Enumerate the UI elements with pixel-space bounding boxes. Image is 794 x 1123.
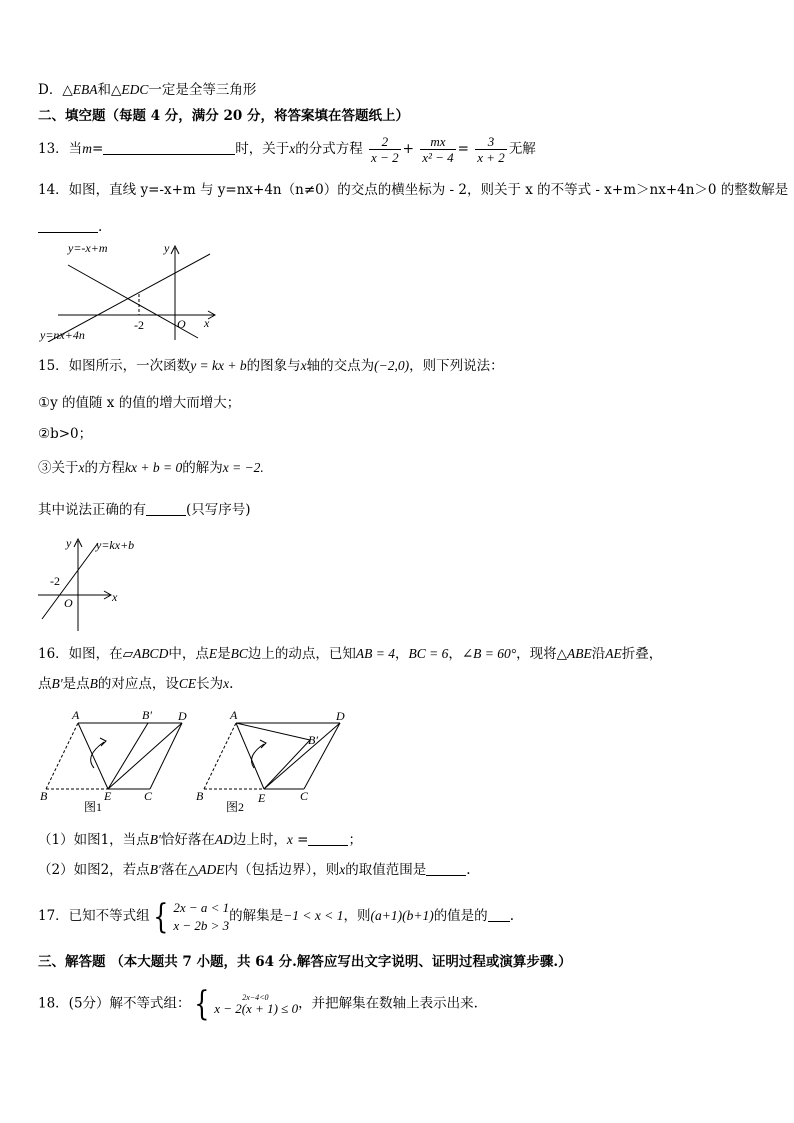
fig1-caption: 图1 bbox=[84, 800, 103, 814]
fig1-label-a: A bbox=[72, 708, 80, 722]
fig2-label-e: E bbox=[258, 791, 266, 805]
fig1-line-ed bbox=[108, 723, 182, 789]
inequality-system: { 2x−4<0 x − 2(x + 1) ≤ 0 bbox=[193, 984, 299, 1024]
label-origin: O bbox=[177, 317, 186, 331]
q15-statement-3: ③关于x的方程kx + b = 0的解为x = −2. bbox=[38, 460, 264, 476]
fig2-line-ed bbox=[264, 723, 340, 789]
q15-statement-2: ②b>0； bbox=[38, 426, 93, 442]
answer-blank[interactable] bbox=[308, 831, 348, 846]
question-13: 13．当m= 时，关于x的分式方程 $\frac{2}{x - 2}$ + $\frac{mx}{\text{x² − 4}}$ = $\frac{3}{x + 2}$ 无解 bbox=[38, 134, 536, 165]
fig2-label-d: D bbox=[336, 709, 345, 723]
label-line2: y=nx+4n bbox=[40, 328, 85, 342]
inequality-system: { 2x − a < 1 x − 2b > 3 bbox=[152, 896, 230, 937]
label-line1: y=-x+m bbox=[68, 241, 108, 255]
label-y: y bbox=[164, 241, 170, 255]
fraction-3: $\frac{3}{x + 2}$ bbox=[477, 134, 505, 165]
answer-blank[interactable] bbox=[38, 218, 98, 233]
fig2-label-bp: B′ bbox=[308, 733, 318, 747]
question-14-answer: . bbox=[38, 217, 102, 237]
label-origin: O bbox=[64, 596, 73, 610]
fig1-fold-ae bbox=[78, 723, 108, 789]
answer-blank[interactable] bbox=[426, 861, 466, 876]
fig1-label-b: B bbox=[40, 789, 48, 803]
fraction-1: $\frac{2}{x - 2}$ bbox=[371, 134, 399, 165]
fig2-caption: 图2 bbox=[226, 800, 245, 814]
question-17: 17．已知不等式组 { 2x − a < 1 x − 2b > 3 的解集是−1 < x < 1，则(a+1)(b+1)的值是的 . bbox=[38, 896, 514, 937]
q15-prompt: 其中说法正确的有 (只写序号) bbox=[38, 502, 251, 518]
fig1-label-d: D bbox=[178, 709, 187, 723]
figure-15 bbox=[38, 533, 148, 633]
section-3-title: 三、解答题 （本大题共 7 小题，共 64 分.解答应写出文字说明、证明过程或演算步骤.） bbox=[38, 954, 572, 970]
label-x: x bbox=[112, 590, 118, 604]
answer-blank[interactable] bbox=[146, 501, 186, 516]
label-minus2: -2 bbox=[50, 574, 60, 588]
question-14: 14．如图，直线 y=-x+m 与 y=nx+4n（n≠0）的交点的横坐标为 - 2，则关于 x 的不等式 - x+m＞nx+4n＞0 的整数解是 bbox=[38, 182, 789, 198]
question-16-part-1: （1）如图1，当点B'恰好落在AD边上时，x = ； bbox=[38, 832, 362, 848]
fig1-label-c: C bbox=[144, 789, 153, 803]
label-minus2: -2 bbox=[134, 318, 144, 332]
figure-14 bbox=[38, 240, 218, 342]
fig1-line-ebp bbox=[108, 723, 148, 789]
answer-blank[interactable] bbox=[103, 140, 235, 155]
fig1-label-bp: B′ bbox=[142, 708, 152, 722]
fraction-2: $\frac{mx}{\text{x² − 4}}$ bbox=[422, 134, 454, 165]
section-2-title: 二、填空题（每题 4 分，满分 20 分，将答案填在答题纸上） bbox=[38, 108, 409, 124]
question-18: 18．(5分）解不等式组： { 2x−4<0 x − 2(x + 1) ≤ 0 ，并把解集在数轴上表示出来. bbox=[38, 984, 478, 1024]
label-y: y bbox=[66, 536, 72, 550]
label-function: y=kx+b bbox=[96, 538, 135, 552]
q15-statement-1: ①y 的值随 x 的值的增大而增大； bbox=[38, 395, 241, 411]
question-16-cont: 点B'是点B的对应点，设CE长为x. bbox=[38, 676, 234, 692]
option-d: D．△EBA和△EDC一定是全等三角形 bbox=[38, 82, 257, 98]
fig2-label-a: A bbox=[230, 708, 238, 722]
answer-blank[interactable] bbox=[488, 907, 510, 922]
fig2-line-ebp bbox=[264, 740, 310, 789]
fig2-fold-ae bbox=[236, 723, 264, 789]
label-x: x bbox=[204, 316, 210, 330]
question-15: 15．如图所示，一次函数y = kx + b的图象与x轴的交点为(−2,0)，则下列说法： bbox=[38, 358, 504, 374]
question-16: 16．如图，在▱ABCD中，点E是BC边上的动点，已知AB = 4，BC = 6，∠B = 60°，现将△ABE沿AE折叠， bbox=[38, 646, 663, 662]
fig2-label-b: B bbox=[196, 789, 204, 803]
fig2-label-c: C bbox=[300, 789, 309, 803]
fig1-label-e: E bbox=[104, 789, 112, 803]
figure-16 bbox=[38, 704, 398, 816]
fig2-edge-ab bbox=[204, 723, 236, 789]
fig1-edge-dc bbox=[150, 723, 182, 789]
question-16-part-2: （2）如图2，若点B'落在△ADE内（包括边界），则x的取值范围是 . bbox=[38, 862, 471, 878]
fig1-edge-ab bbox=[46, 723, 78, 789]
fig2-line-abp bbox=[236, 723, 310, 740]
